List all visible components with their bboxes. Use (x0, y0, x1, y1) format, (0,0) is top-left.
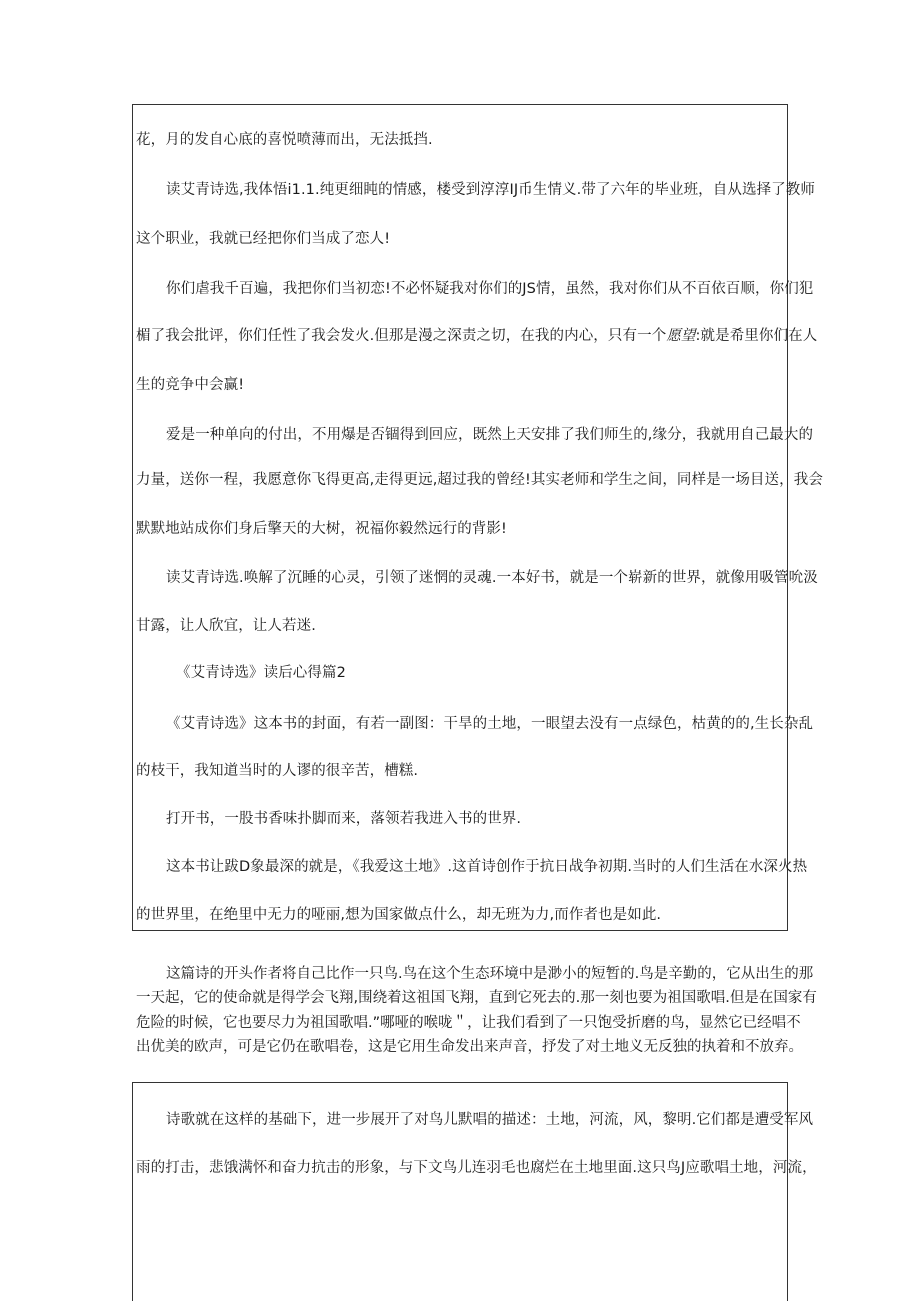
paragraph-line: 楣了我会批评，你们任性了我会发火.但那是漫之深责之切，在我的内心，只有一个愿望:就是希里你们在人 (136, 328, 818, 344)
paragraph-line: 《艾青诗选》这本书的封面，有若一副图：干旱的土地，一眼望去没有一点绿色，枯黄的的,生长杂乱 (166, 716, 814, 732)
paragraph-line: 这本书让跋D象最深的就是，《我爱这土地》.这首诗创作于抗日战争初期.当时的人们生活在水深火热 (166, 859, 808, 875)
paragraph-line: 的世界里，在绝里中无力的哑丽,想为国家做点什么，却无班为力,而作者也是如此. (136, 907, 662, 923)
paragraph-line: 危险的时候，它也要尽力为祖国歌唱.”哪哑的喉咙＂，让我们看到了一只饱受折磨的鸟，显然它已经唱不 (136, 1015, 801, 1031)
paragraph-line: 的枝干，我知道当时的人谬的很辛苦，槽糕. (136, 763, 419, 779)
paragraph-line: 花，月的发自心底的喜悦喷薄而出，无法抵挡. (136, 132, 433, 148)
paragraph-line: 读艾青诗选,我体悟i1.1.纯更细盹的情感，楼受到淳淳IJ币生情义.带了六年的毕业班，自从选择了教师 (166, 182, 815, 198)
paragraph-line: 这个职业，我就已经把你们当成了恋人! (136, 231, 391, 247)
paragraph-line: 出优美的欧声，可是它仍在歌唱卷，这是它用生命发出来声音，抒发了对土地义无反独的执着和不放弃。 (136, 1039, 803, 1055)
section-heading: 《艾青诗选》读后心得篇2 (176, 665, 346, 681)
paragraph-line: 诗歌就在这样的基础下，进一步展开了对鸟儿默唱的描述：土地，河流，风，黎明.它们都是遭受军风 (166, 1112, 814, 1128)
paragraph-line: 甘露，让人欣宜，让人若迷. (136, 618, 316, 634)
paragraph-line: 读艾青诗选.唤解了沉睡的心灵，引领了迷惘的灵魂.一本好书，就是一个崭新的世界，就像用吸管吮汲 (166, 570, 818, 586)
paragraph-line: 一天起，它的使命就是得学会飞翔,围绕着这祖国飞翔，直到它死去的.那一刻也要为祖国歌唱.但是在国家有 (136, 990, 817, 1006)
paragraph-line: 你们虐我千百遍，我把你们当初恋!不必怀疑我对你们的JS情，虽然，我对你们从不百依百顺，你们犯 (166, 281, 814, 297)
paragraph-line: 默默地站成你们身后擎天的大树，祝福你毅然远行的背影! (136, 521, 507, 537)
paragraph-line: 雨的打击，悲饿满怀和奋力抗击的形象，与下文鸟儿连羽毛也腐烂在土地里面.这只鸟J应歌唱土地，河流， (136, 1160, 817, 1176)
paragraph-line: 这篇诗的开头作者将自己比作一只鸟.鸟在这个生态环境中是渺小的短暂的.鸟是辛勤的，它从出生的那 (166, 966, 814, 982)
paragraph-line: 爱是一种单向的付出，不用爆是否锢得到回应，既然上天安排了我们师生的,缘分，我就用自己最大的 (166, 427, 814, 443)
paragraph-line: 生的竞争中会赢! (136, 377, 245, 393)
emphasis-word: 愿望 (666, 328, 696, 344)
paragraph-line: 力量，送你一程，我愿意你飞得更高,走得更远,超过我的曾经!其实老师和学生之间，同样是一场目送，我会 (136, 472, 823, 488)
paragraph-line: 打开书，一股书香味扑脚而来，落领若我进入书的世界. (166, 811, 522, 827)
